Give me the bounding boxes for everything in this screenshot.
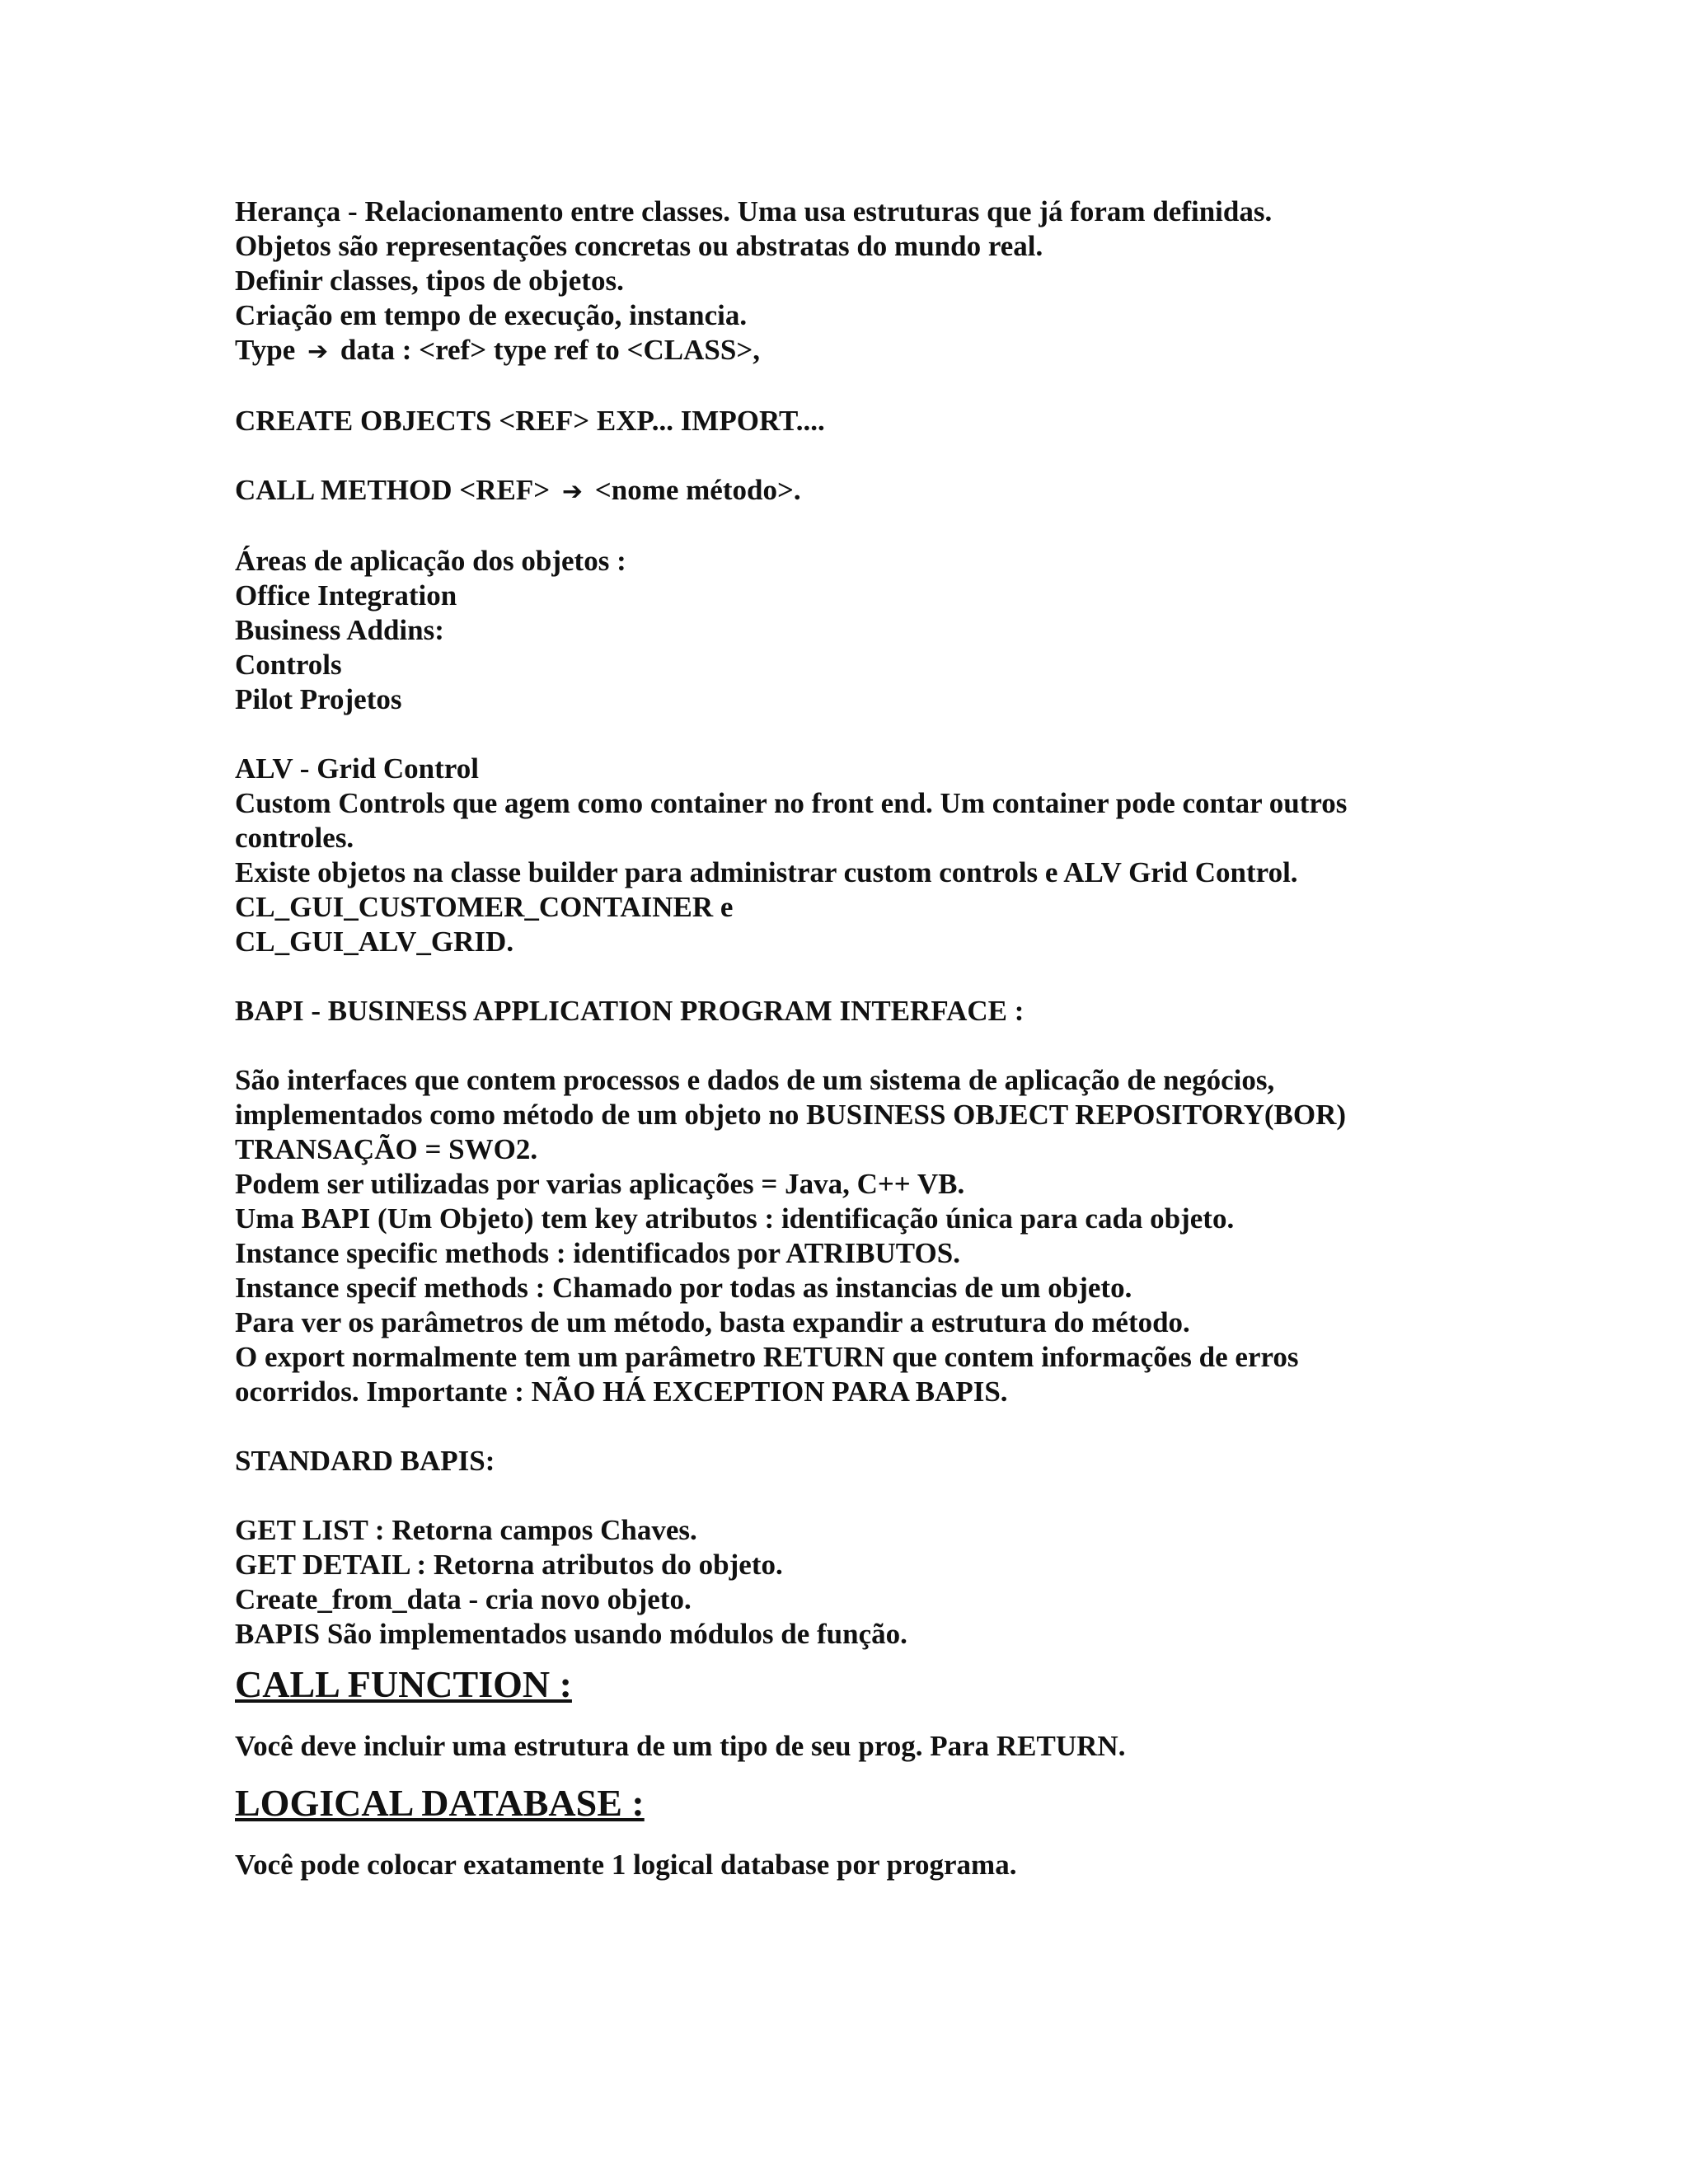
text-line: CL_GUI_ALV_GRID. [235,926,514,958]
spacer [235,717,1422,752]
document-body [235,194,1422,1882]
right-arrow-icon: ➔ [561,477,584,506]
text-line: Objetos são representações concretas ou abstratas do mundo real. [235,230,1043,262]
bapi-line: Para ver os parâmetros de um método, basta expandir a estrutura do método. [235,1306,1190,1338]
call-method-line [235,473,1422,509]
logical-database-text: Você pode colocar exatamente 1 logical database por programa. [235,1849,1017,1881]
bapi-title: BAPI - BUSINESS APPLICATION PROGRAM INTERFACE : [235,995,1025,1027]
type-line [235,333,1422,369]
text-line: Criação em tempo de execução, instancia. [235,299,748,331]
standard-bapis-line: GET DETAIL : Retorna atributos do objeto. [235,1549,783,1581]
bapi-line: Podem ser utilizadas por varias aplicações = Java, C++ VB. [235,1168,965,1200]
spacer [235,369,1422,404]
areas-item: Business Addins: [235,614,444,646]
areas-item: Controls [235,649,342,681]
text-line: controles. [235,822,354,854]
bapi-line: Instance specific methods : identificados por ATRIBUTOS. [235,1237,960,1269]
standard-bapis-line: BAPIS São implementados usando módulos de função. [235,1618,907,1650]
spacer [235,1029,1422,1063]
standard-bapis-title: STANDARD BAPIS: [235,1445,495,1477]
bapi-line: ocorridos. Importante : NÃO HÁ EXCEPTION PARA BAPIS. [235,1376,1008,1408]
spacer [235,1409,1422,1444]
call-function-text: Você deve incluir uma estrutura de um tipo de seu prog. Para RETURN. [235,1730,1126,1762]
create-objects-line: CREATE OBJECTS <REF> EXP... IMPORT.... [235,405,825,437]
standard-bapis-line: GET LIST : Retorna campos Chaves. [235,1514,697,1546]
bapi-line: O export normalmente tem um parâmetro RETURN que contem informações de erros [235,1341,1299,1373]
right-arrow-icon: ➔ [307,337,329,366]
areas-item: Pilot Projetos [235,683,402,715]
call-method-prefix: CALL METHOD <REF> [235,474,551,506]
bapi-line: São interfaces que contem processos e dados de um sistema de aplicação de negócios, [235,1064,1275,1096]
text-line: Definir classes, tipos de objetos. [235,265,624,297]
spacer [235,509,1422,544]
areas-title: Áreas de aplicação dos objetos : [235,545,626,577]
logical-database-heading: LOGICAL DATABASE : [235,1782,645,1824]
spacer [235,438,1422,473]
bapi-line: Instance specif methods : Chamado por todas as instancias de um objeto. [235,1272,1132,1304]
call-function-heading: CALL FUNCTION : [235,1663,572,1705]
areas-item: Office Integration [235,579,457,612]
type-suffix: data : <ref> type ref to <CLASS>, [340,334,761,366]
type-prefix: Type [235,334,296,366]
text-line: Existe objetos na classe builder para administrar custom controls e ALV Grid Control. [235,856,1298,888]
text-line: Custom Controls que agem como container no front end. Um container pode contar outros [235,787,1348,819]
text-line: Herança - Relacionamento entre classes. Uma usa estruturas que já foram definidas. [235,195,1273,227]
text-line: CL_GUI_CUSTOMER_CONTAINER e [235,891,734,923]
bapi-line: Uma BAPI (Um Objeto) tem key atributos : identificação única para cada objeto. [235,1202,1235,1235]
call-method-suffix: <nome método>. [594,474,801,506]
alv-title: ALV - Grid Control [235,752,479,785]
bapi-line: implementados como método de um objeto no BUSINESS OBJECT REPOSITORY(BOR) [235,1099,1347,1131]
bapi-line: TRANSAÇÃO = SWO2. [235,1133,538,1165]
spacer [235,1479,1422,1513]
spacer [235,959,1422,994]
standard-bapis-line: Create_from_data - cria novo objeto. [235,1583,692,1615]
